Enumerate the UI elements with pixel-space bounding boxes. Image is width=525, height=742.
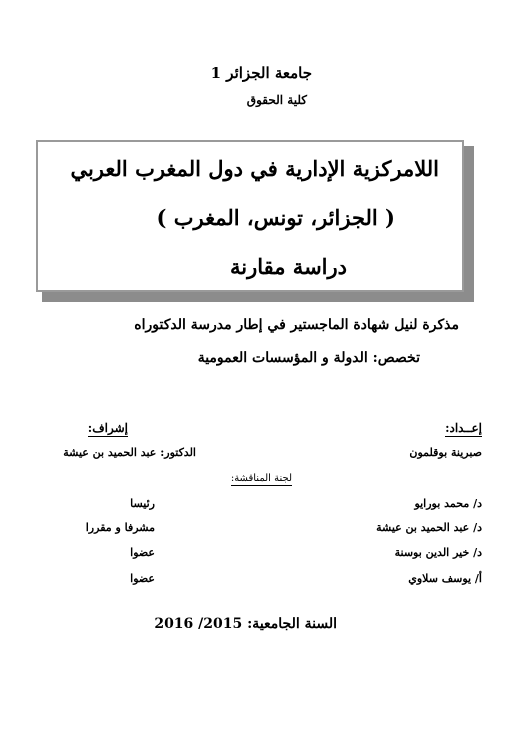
university-name: جامعة الجزائر 1 (210, 64, 312, 82)
specialty: تخصص: الدولة و المؤسسات العمومية (197, 350, 420, 366)
thesis-title-line2: ( الجزائر، تونس، المغرب ) (156, 205, 395, 230)
preparation-label: إعــداد: (445, 421, 482, 435)
jury-member-role: عضوا (130, 572, 155, 585)
jury-member-role: رئيسا (130, 497, 155, 510)
jury-member-name: أ/ يوسف سلاوي (408, 572, 482, 585)
jury-member-name: د/ محمد بورايو (414, 497, 482, 510)
author-name: صبرينة بوقلمون (409, 446, 482, 459)
jury-member-role: مشرفا و مقررا (85, 521, 155, 534)
thesis-title-line3: دراسة مقارنة (229, 254, 347, 279)
jury-member-role: عضوا (130, 546, 155, 559)
jury-member-name: د/ عبد الحميد بن عيشة (376, 521, 482, 534)
supervisor-name: الدكتور: عبد الحميد بن عيشة (63, 446, 196, 459)
jury-label: لجنة المناقشة: (230, 473, 292, 484)
supervision-label: إشراف: (87, 421, 128, 435)
academic-year: السنة الجامعية: 2015/ 2016 (154, 616, 337, 632)
thesis-title-line1: اللامركزية الإدارية في دول المغرب العربي (70, 156, 439, 181)
faculty-name: كلية الحقوق (246, 93, 307, 107)
memo-statement: مذكرة لنيل شهادة الماجستير في إطار مدرسة الدكتوراه (134, 317, 459, 333)
jury-member-name: د/ خير الدين بوسنة (394, 546, 482, 559)
